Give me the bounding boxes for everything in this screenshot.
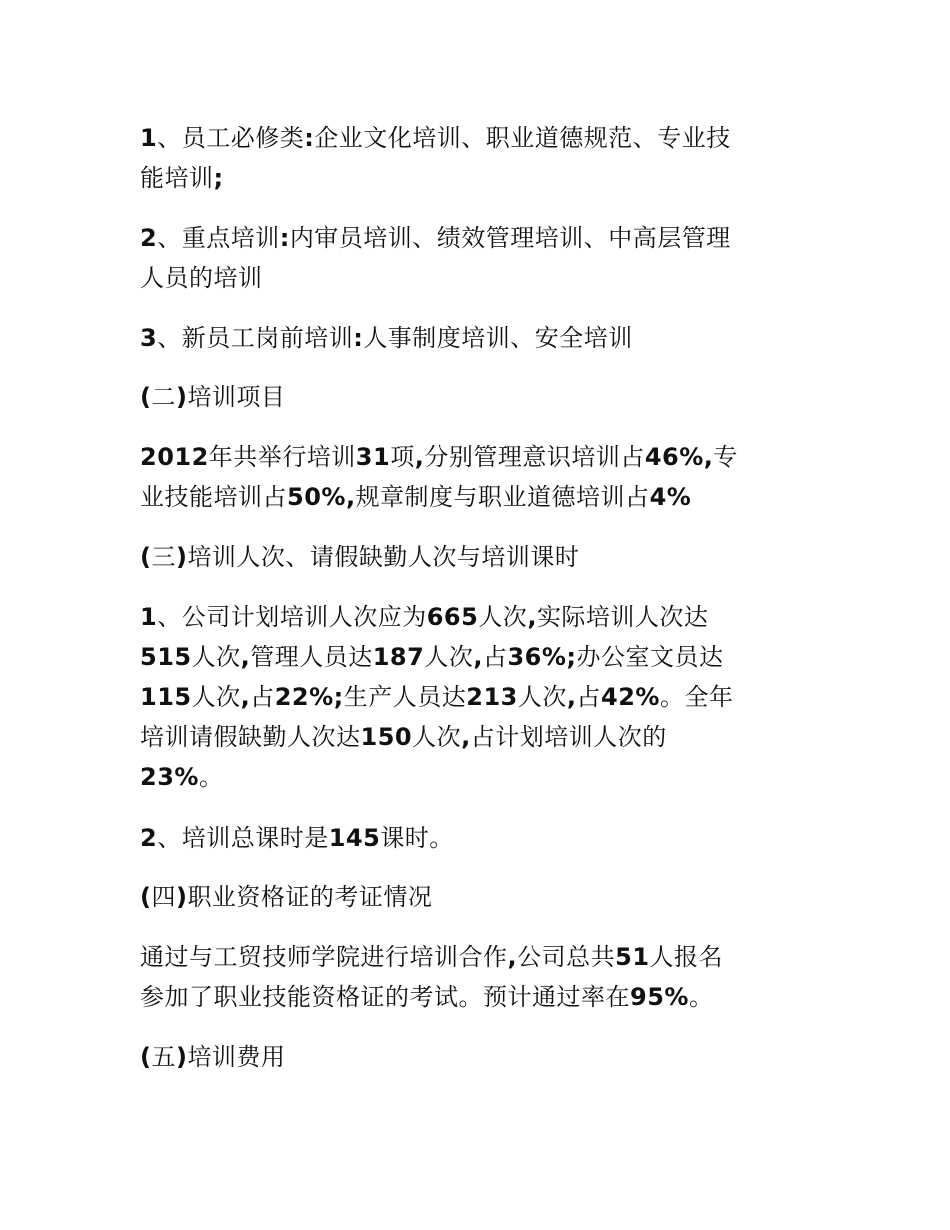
inline-bold-text: 1 — [140, 124, 158, 152]
inline-bold-text: 3 — [140, 324, 158, 352]
list-item-2-line-1: 2、重点培训:内审员培训、绩效管理培训、中高层管理 — [140, 224, 731, 252]
inline-bold-text: , — [240, 643, 251, 671]
section-heading-training-attendance: (三)培训人次、请假缺勤人次与培训课时 — [140, 543, 580, 571]
inline-bold-text: 51 — [615, 943, 650, 971]
training-hours-paragraph — [140, 818, 820, 858]
section-heading-training-costs: (五)培训费用 — [140, 1043, 286, 1071]
certification-paragraph — [140, 937, 820, 1017]
inline-bold-text: 50%, — [287, 483, 356, 511]
inline-bold-text: , — [473, 643, 483, 671]
list-item-2-line-2: 人员的培训 — [140, 264, 263, 292]
inline-bold-text: , — [240, 683, 251, 711]
inline-bold-text: 2 — [140, 824, 158, 852]
training-hours-line-1: 2、培训总课时是145课时。 — [140, 824, 454, 852]
inline-bold-text: ( — [140, 883, 152, 911]
inline-bold-text: ) — [175, 383, 188, 411]
inline-bold-text: 115 — [140, 683, 192, 711]
training-projects-line-1: 2012年共举行培训31项,分别管理意识培训占46%,专 — [140, 443, 738, 471]
inline-bold-text: 31 — [355, 443, 391, 471]
inline-bold-text: ( — [140, 1043, 152, 1071]
section-heading-certification: (四)职业资格证的考证情况 — [140, 883, 433, 911]
training-projects-paragraph — [140, 437, 820, 517]
inline-bold-text: ( — [140, 383, 152, 411]
inline-bold-text: 145 — [328, 824, 381, 852]
list-item-1 — [140, 118, 820, 198]
inline-bold-text: : — [304, 124, 315, 152]
inline-bold-text: 4% — [649, 483, 692, 511]
attendance-line-1: 1、公司计划培训人次应为665人次,实际培训人次达 — [140, 603, 709, 631]
inline-bold-text: , — [507, 943, 518, 971]
inline-bold-text: 2012 — [140, 443, 209, 471]
attendance-line-5: 23%。 — [140, 763, 224, 791]
inline-bold-text: ; — [213, 164, 224, 192]
attendance-line-2: 515人次,管理人员达187人次,占36%;办公室文员达 — [140, 643, 724, 671]
list-item-1-line-2: 能培训; — [140, 164, 224, 192]
inline-bold-text: : — [353, 324, 364, 352]
inline-bold-text: 1 — [140, 603, 158, 631]
inline-bold-text: ( — [140, 543, 152, 571]
training-projects-line-2: 业技能培训占50%,规章制度与职业道德培训占4% — [140, 483, 692, 511]
inline-bold-text: , — [566, 683, 577, 711]
certification-line-1: 通过与工贸技师学院进行培训合作,公司总共51人报名 — [140, 943, 724, 971]
inline-bold-text: ) — [175, 1043, 188, 1071]
inline-bold-text: 213 — [466, 683, 518, 711]
inline-bold-text: ) — [175, 883, 188, 911]
inline-bold-text: 2 — [140, 224, 158, 252]
inline-bold-text: 150 — [360, 723, 413, 751]
inline-bold-text: 36%; — [507, 643, 577, 671]
inline-bold-text: 515 — [140, 643, 192, 671]
inline-bold-text: , — [461, 723, 471, 751]
inline-bold-text: 46%, — [644, 443, 714, 471]
inline-bold-text: 42% — [601, 683, 660, 711]
attendance-paragraph — [140, 597, 820, 797]
list-item-3 — [140, 318, 820, 358]
inline-bold-text: 22%; — [274, 683, 344, 711]
inline-bold-text: , — [414, 443, 425, 471]
inline-bold-text: 665 — [426, 603, 479, 631]
inline-bold-text: 187 — [372, 643, 425, 671]
section-heading-training-projects: (二)培训项目 — [140, 383, 286, 411]
list-item-2 — [140, 218, 820, 298]
inline-bold-text: 95% — [630, 983, 689, 1011]
certification-line-2: 参加了职业技能资格证的考试。预计通过率在95%。 — [140, 983, 714, 1011]
inline-bold-text: 23% — [140, 763, 199, 791]
inline-bold-text: : — [279, 224, 290, 252]
inline-bold-text: ) — [175, 543, 188, 571]
list-item-3-line-1: 3、新员工岗前培训:人事制度培训、安全培训 — [140, 324, 633, 352]
attendance-line-4: 培训请假缺勤人次达150人次,占计划培训人次的 — [140, 723, 667, 751]
attendance-line-3: 115人次,占22%;生产人员达213人次,占42%。全年 — [140, 683, 734, 711]
inline-bold-text: , — [527, 603, 537, 631]
list-item-1-line-1: 1、员工必修类:企业文化培训、职业道德规范、专业技 — [140, 124, 731, 152]
